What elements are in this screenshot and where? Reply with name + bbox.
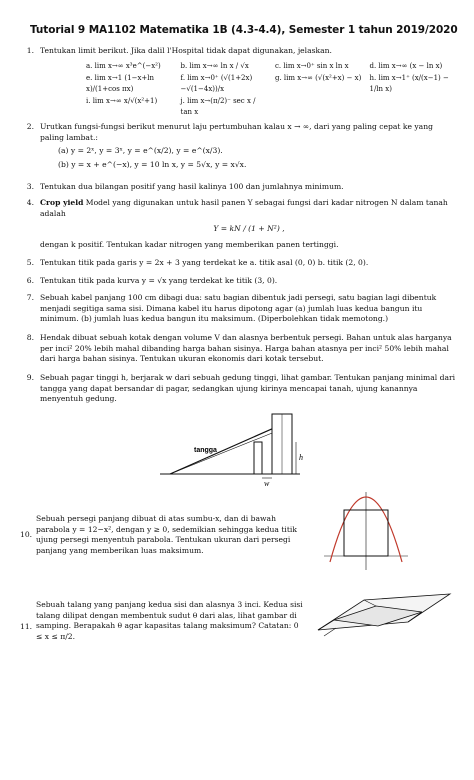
question-keyword: Crop yield (40, 198, 84, 207)
question-4 (20, 198, 458, 250)
question-number: 4. (26, 198, 34, 207)
limit-item: i. lim x→∞ x/√(x²+1) (86, 97, 158, 105)
question-number: 6. (26, 276, 34, 285)
question-text: Model yang digunakan untuk hasil panen Y sebagai fungsi dari kadar nitrogen N dalam tanah adalah (40, 198, 448, 218)
question-8 (20, 333, 458, 365)
question-number: 3. (26, 182, 34, 191)
ladder-label: tangga (194, 447, 217, 454)
question-text: Tentukan dua bilangan positif yang hasil kalinya 100 dan jumlahnya minimum. (40, 182, 344, 191)
h-label: h (299, 453, 303, 462)
question-3 (20, 182, 458, 193)
gutter-figure (312, 590, 454, 642)
question-number: 8. (26, 333, 34, 342)
w-label: w (264, 479, 270, 488)
limit-item: c. lim x→0⁺ sin x ln x (275, 61, 349, 70)
question-text: Tentukan titik pada garis y = 2x + 3 yang terdekat ke a. titik asal (0, 0) b. titik (2, 0). (40, 258, 369, 267)
question-text-after: dengan k positif. Tentukan kadar nitrogen yang memberikan panen tertinggi. (40, 239, 339, 249)
parabola-figure (316, 490, 416, 572)
formula: Y = kN / (1 + N²) , (213, 224, 285, 233)
question-5 (20, 258, 458, 269)
ladder-fence-figure (150, 408, 310, 490)
limit-item: h. lim x→1⁺ (x/(x−1) − 1/ln x) (369, 74, 449, 93)
question-text: Tentukan titik pada kurva y = √x yang terdekat ke titik (3, 0). (40, 276, 278, 285)
question-text: Hendak dibuat sebuah kotak dengan volume V dan alasnya berbentuk persegi. Bahan untuk alas harganya per inci² 20% lebih mahal dibanding harga bahan sisinya. Harga bahan atasnya per inci² 50% lebih mahal dari harga bahan sisinya. Tentukan ukuran ekonomis dari kotak tersebut. (40, 333, 452, 363)
limit-list (86, 61, 458, 118)
question-number: 5. (26, 258, 34, 267)
question-1 (20, 46, 458, 117)
subquestion-a: (a) y = 2ˣ, y = 3ˣ, y = e^(x/2), y = e^(x/3). (58, 146, 223, 155)
question-2 (20, 122, 458, 170)
question-10-number: 10. (20, 530, 33, 539)
question-text: Tentukan limit berikut. Jika dalil l'Hospital tidak dapat digunakan, jelaskan. (40, 46, 332, 55)
limit-item: g. lim x→∞ (√(x²+x) − x) (275, 74, 362, 82)
limit-item: e. lim x→1 (1−x+ln x)/(1+cos πx) (86, 74, 155, 93)
question-text: Sebuah kabel panjang 100 cm dibagi dua: satu bagian dibentuk jadi persegi, satu bagian lagi dibentuk menjadi segitiga sama sisi. Dimana kabel itu harus dipotong agar (a) jumlah luas kedua bangun itu minimum. (b) jumlah luas kedua bangun itu maksimum. (Diperbolehkan tidak memotong.) (40, 293, 437, 323)
limit-item: a. lim x→∞ x³e^(−x²) (86, 61, 161, 70)
question-text: Urutkan fungsi-fungsi berikut menurut laju pertumbuhan kalau x → ∞, dari yang paling cepat ke yang paling lambat.: (40, 122, 433, 142)
limit-item: j. lim x→(π/2)⁻ sec x / tan x (180, 97, 256, 116)
question-7 (20, 293, 458, 325)
question-10-text: Sebuah persegi panjang dibuat di atas sumbu-x, dan di bawah parabola y = 12−x², dengan y ≥ 0, sedemikian sehingga kedua titik ujung persegi menyentuh parabola. Tentukan ukuran dari persegi panjang yang memberikan luas maksimum. (36, 514, 297, 555)
question-number: 9. (26, 373, 34, 382)
question-11-number: 11. (20, 622, 33, 631)
limit-item: f. lim x→0⁺ (√(1+2x)−√(1−4x))/x (180, 74, 253, 93)
question-11-text: Sebuah talang yang panjang kedua sisi dan alasnya 3 inci. Kedua sisi talang dilipat dengan membentuk sudut θ dari alas, lihat gambar di samping. Berapakah θ agar kapasitas talang maksimum? Catatan: 0 ≤ x ≤ π/2. (36, 600, 303, 641)
limit-item: d. lim x→∞ (x − ln x) (369, 61, 443, 70)
question-text: Sebuah pagar tinggi h, berjarak w dari sebuah gedung tinggi, lihat gambar. Tentukan panjang minimal dari tangga yang dapat bersandar di pagar, sedangkan ujung kirinya mencapai tanah, ujung kanannya menyentuh gedung. (40, 373, 456, 403)
question-6 (20, 276, 458, 287)
question-number: 1. (26, 46, 34, 55)
subquestion-b: (b) y = x + e^(−x), y = 10 ln x, y = 5√x, y = x√x. (58, 159, 247, 169)
limit-item: b. lim x→∞ ln x / √x (180, 61, 249, 70)
question-9 (20, 373, 458, 405)
question-number: 2. (26, 122, 34, 131)
page-title: Tutorial 9 MA1102 Matematika 1B (4.3-4.4), Semester 1 tahun 2019/2020 (30, 24, 458, 36)
question-number: 7. (26, 293, 34, 302)
